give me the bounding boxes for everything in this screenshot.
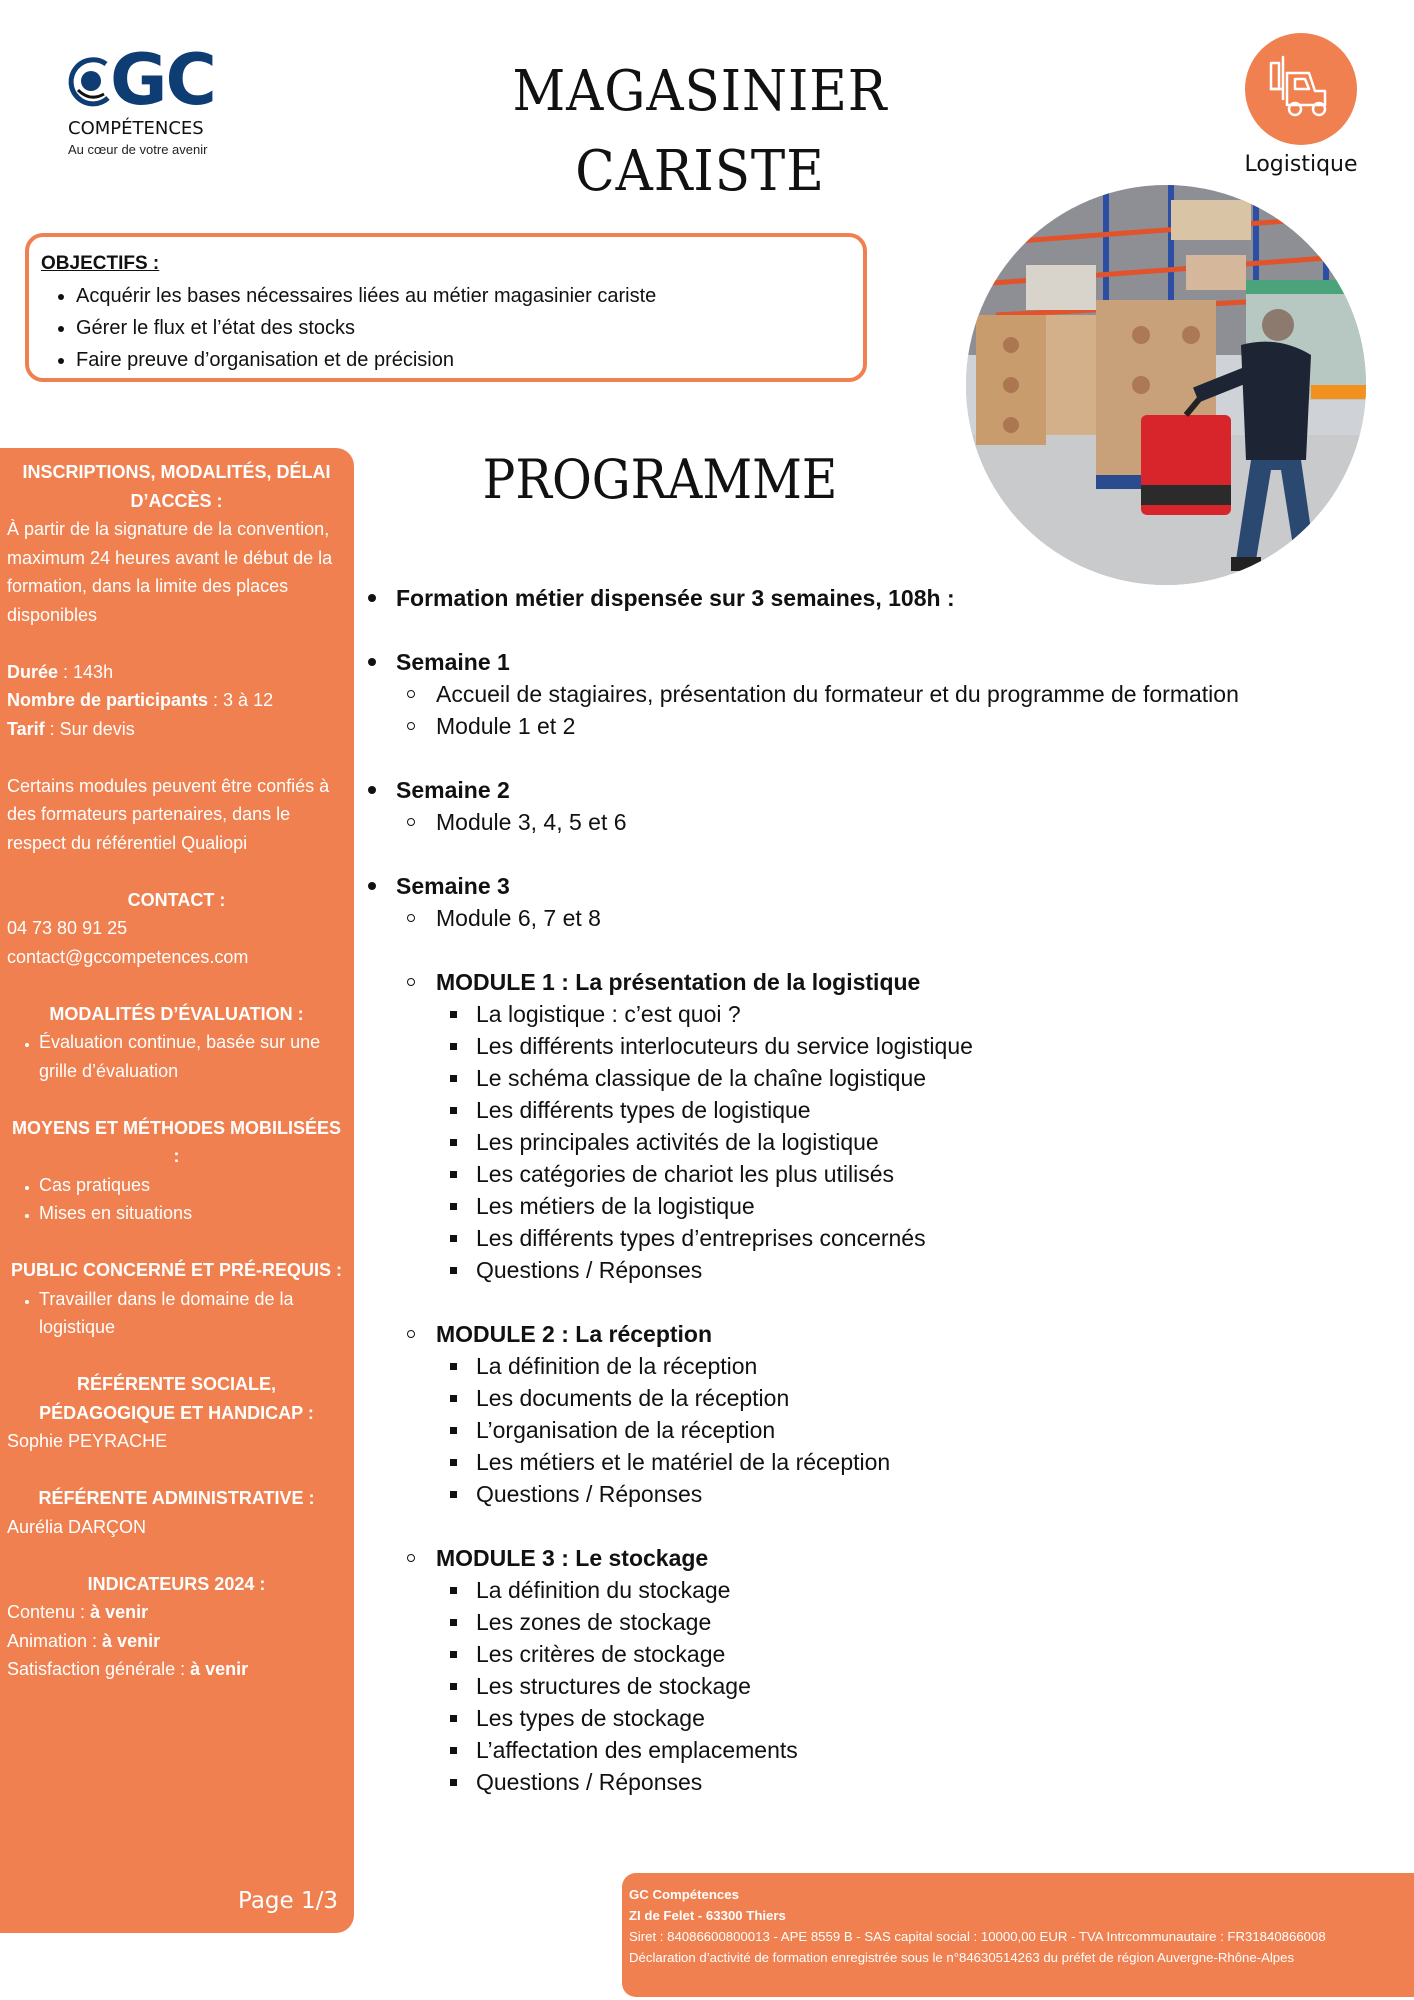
public-list xyxy=(7,1285,346,1342)
programme-heading: PROGRAMME xyxy=(482,448,838,511)
contact-heading: CONTACT : xyxy=(127,889,226,910)
referent-social-name: Sophie PEYRACHE xyxy=(7,1431,168,1451)
indicator-value: à venir xyxy=(190,1659,249,1679)
indicator-value: à venir xyxy=(102,1630,161,1651)
module-item: Le schéma classique de la chaîne logistique xyxy=(362,1062,1362,1094)
warehouse-illustration xyxy=(966,185,1366,585)
footer-address: ZI de Felet - 63300 Thiers xyxy=(629,1908,786,1923)
objectives-box xyxy=(25,233,867,382)
logo-brand: GC xyxy=(110,39,215,121)
indicator-row xyxy=(7,1627,346,1656)
footer-company: GC Compétences xyxy=(629,1887,739,1902)
week-label: Semaine 3 xyxy=(362,870,1362,902)
programme-content xyxy=(362,582,1362,1798)
referent-admin-heading: RÉFÉRENTE ADMINISTRATIVE : xyxy=(38,1488,315,1508)
module-item: Les catégories de chariot les plus utilisés xyxy=(362,1158,1362,1190)
details-section xyxy=(7,658,346,744)
indicator-value: à venir xyxy=(90,1602,149,1622)
referent-admin-section xyxy=(7,1484,346,1541)
module-item: Questions / Réponses xyxy=(362,1254,1362,1286)
evaluation-item: • Évaluation continue, basée sur une grille d’évaluation xyxy=(39,1028,346,1085)
tarif-value: : Sur devis xyxy=(44,718,135,739)
methods-item: • Cas pratiques xyxy=(39,1171,346,1200)
indicator-label: Contenu : xyxy=(7,1602,91,1622)
module-item: La définition du stockage xyxy=(362,1574,1362,1606)
module-item: Les critères de stockage xyxy=(362,1638,1362,1670)
indicator-label: Satisfaction générale : xyxy=(7,1659,191,1679)
warehouse-photo xyxy=(966,185,1366,585)
module-title: MODULE 2 : La réception xyxy=(362,1318,1362,1350)
spacer xyxy=(362,742,1362,774)
public-item: • Travailler dans le domaine de la logistique xyxy=(39,1285,346,1342)
week-label: Semaine 1 xyxy=(362,646,1362,678)
programme-list xyxy=(362,582,1362,1798)
company-footer xyxy=(622,1873,1414,1997)
indicators-heading: INDICATEURS 2024 : xyxy=(87,1573,266,1594)
module-title: MODULE 3 : Le stockage xyxy=(362,1542,1362,1574)
referent-admin-name: Aurélia DARÇON xyxy=(7,1516,147,1537)
week-item: Accueil de stagiaires, présentation du formateur et du programme de formation xyxy=(362,678,1362,710)
indicator-row xyxy=(7,1655,346,1684)
page-number: Page 1/3 xyxy=(237,1887,338,1914)
week-item: Module 3, 4, 5 et 6 xyxy=(362,806,1362,838)
indicator-label: Animation : xyxy=(7,1630,103,1651)
referent-social-heading: RÉFÉRENTE SOCIALE, PÉDAGOGIQUE ET HANDICAP : xyxy=(39,1374,314,1423)
objectives-list xyxy=(41,280,863,376)
company-logo xyxy=(66,39,246,162)
public-heading: PUBLIC CONCERNÉ ET PRÉ-REQUIS : xyxy=(10,1260,343,1280)
evaluation-section xyxy=(7,1000,346,1086)
spacer xyxy=(362,1510,1362,1542)
inscriptions-section xyxy=(7,458,346,629)
indicators-section xyxy=(7,1570,346,1684)
module-item: Les documents de la réception xyxy=(362,1382,1362,1414)
module-item: L’affectation des emplacements xyxy=(362,1734,1362,1766)
inscriptions-text: À partir de la signature de la convention, maximum 24 heures avant le début de la formation, dans la limite des places disponibles xyxy=(7,519,333,625)
module-item: Les structures de stockage xyxy=(362,1670,1362,1702)
objectives-heading: OBJECTIFS : xyxy=(41,253,160,274)
week-item: Module 6, 7 et 8 xyxy=(362,902,1362,934)
participants-row xyxy=(7,686,346,715)
methods-item: • Mises en situations xyxy=(39,1199,346,1228)
duration-row xyxy=(7,658,346,687)
duration-value: : 143h xyxy=(58,661,114,682)
programme-intro: Formation métier dispensée sur 3 semaines, 108h : xyxy=(362,582,1362,614)
inscriptions-heading: INSCRIPTIONS, MODALITÉS, DÉLAI D’ACCÈS : xyxy=(22,462,331,511)
info-sidebar xyxy=(0,448,354,1933)
forklift-icon xyxy=(1267,55,1335,123)
module-item: Questions / Réponses xyxy=(362,1766,1362,1798)
evaluation-list xyxy=(7,1028,346,1085)
week-item: Module 1 et 2 xyxy=(362,710,1362,742)
duration-label: Durée xyxy=(7,661,59,682)
objective-item: • Gérer le flux et l’état des stocks xyxy=(76,312,863,344)
spacer xyxy=(362,614,1362,646)
contact-phone[interactable]: 04 73 80 91 25 xyxy=(7,918,128,938)
module-title: MODULE 1 : La présentation de la logistique xyxy=(362,966,1362,998)
methods-heading: MOYENS ET MÉTHODES MOBILISÉES : xyxy=(11,1117,342,1166)
objective-item: • Faire preuve d’organisation et de précision xyxy=(76,344,863,376)
module-item: Les types de stockage xyxy=(362,1702,1362,1734)
tarif-row xyxy=(7,715,346,744)
referent-social-section xyxy=(7,1370,346,1456)
page-title: MAGASINIER CARISTE xyxy=(512,59,888,204)
logo-name: COMPÉTENCES xyxy=(68,118,204,139)
week-label: Semaine 2 xyxy=(362,774,1362,806)
module-item: La logistique : c’est quoi ? xyxy=(362,998,1362,1030)
methods-list xyxy=(7,1171,346,1228)
module-item: Les métiers de la logistique xyxy=(362,1190,1362,1222)
module-item: Les différents types de logistique xyxy=(362,1094,1362,1126)
footer-declaration: Déclaration d’activité de formation enregistrée sous le n°84630514263 du préfet de région Auvergne-Rhône-Alpes xyxy=(629,1950,1295,1965)
module-item: L’organisation de la réception xyxy=(362,1414,1362,1446)
evaluation-heading: MODALITÉS D’ÉVALUATION : xyxy=(49,1003,304,1024)
indicator-row xyxy=(7,1598,346,1627)
spacer xyxy=(362,1286,1362,1318)
module-item: Les zones de stockage xyxy=(362,1606,1362,1638)
objective-item: • Acquérir les bases nécessaires liées au métier magasinier cariste xyxy=(76,280,863,312)
category-badge xyxy=(1245,33,1357,145)
module-item: Les métiers et le matériel de la réception xyxy=(362,1446,1362,1478)
participants-label: Nombre de participants xyxy=(7,690,209,710)
module-item: Les principales activités de la logistique xyxy=(362,1126,1362,1158)
module-item: Les différents interlocuteurs du service logistique xyxy=(362,1030,1362,1062)
spacer xyxy=(362,838,1362,870)
module-item: Les différents types d’entreprises concernés xyxy=(362,1222,1362,1254)
category-label: Logistique xyxy=(1244,152,1358,177)
partners-note-section xyxy=(7,772,346,858)
spacer xyxy=(362,934,1362,966)
logo-eye-icon xyxy=(66,50,116,110)
module-item: Questions / Réponses xyxy=(362,1478,1362,1510)
public-section xyxy=(7,1256,346,1342)
contact-section xyxy=(7,886,346,972)
participants-value: : 3 à 12 xyxy=(208,690,274,710)
footer-legal: Siret : 84086600800013 - APE 8559 B - SAS capital social : 10000,00 EUR - TVA Intrcommunautaire : FR31840866008 xyxy=(629,1929,1326,1944)
logo-tagline: Au cœur de votre avenir xyxy=(68,142,208,157)
tarif-label: Tarif xyxy=(7,718,45,739)
module-item: La définition de la réception xyxy=(362,1350,1362,1382)
contact-email[interactable]: contact@gccompetences.com xyxy=(7,946,249,967)
partners-note: Certains modules peuvent être confiés à des formateurs partenaires, dans le respect du référentiel Qualiopi xyxy=(7,775,330,853)
methods-section xyxy=(7,1114,346,1228)
